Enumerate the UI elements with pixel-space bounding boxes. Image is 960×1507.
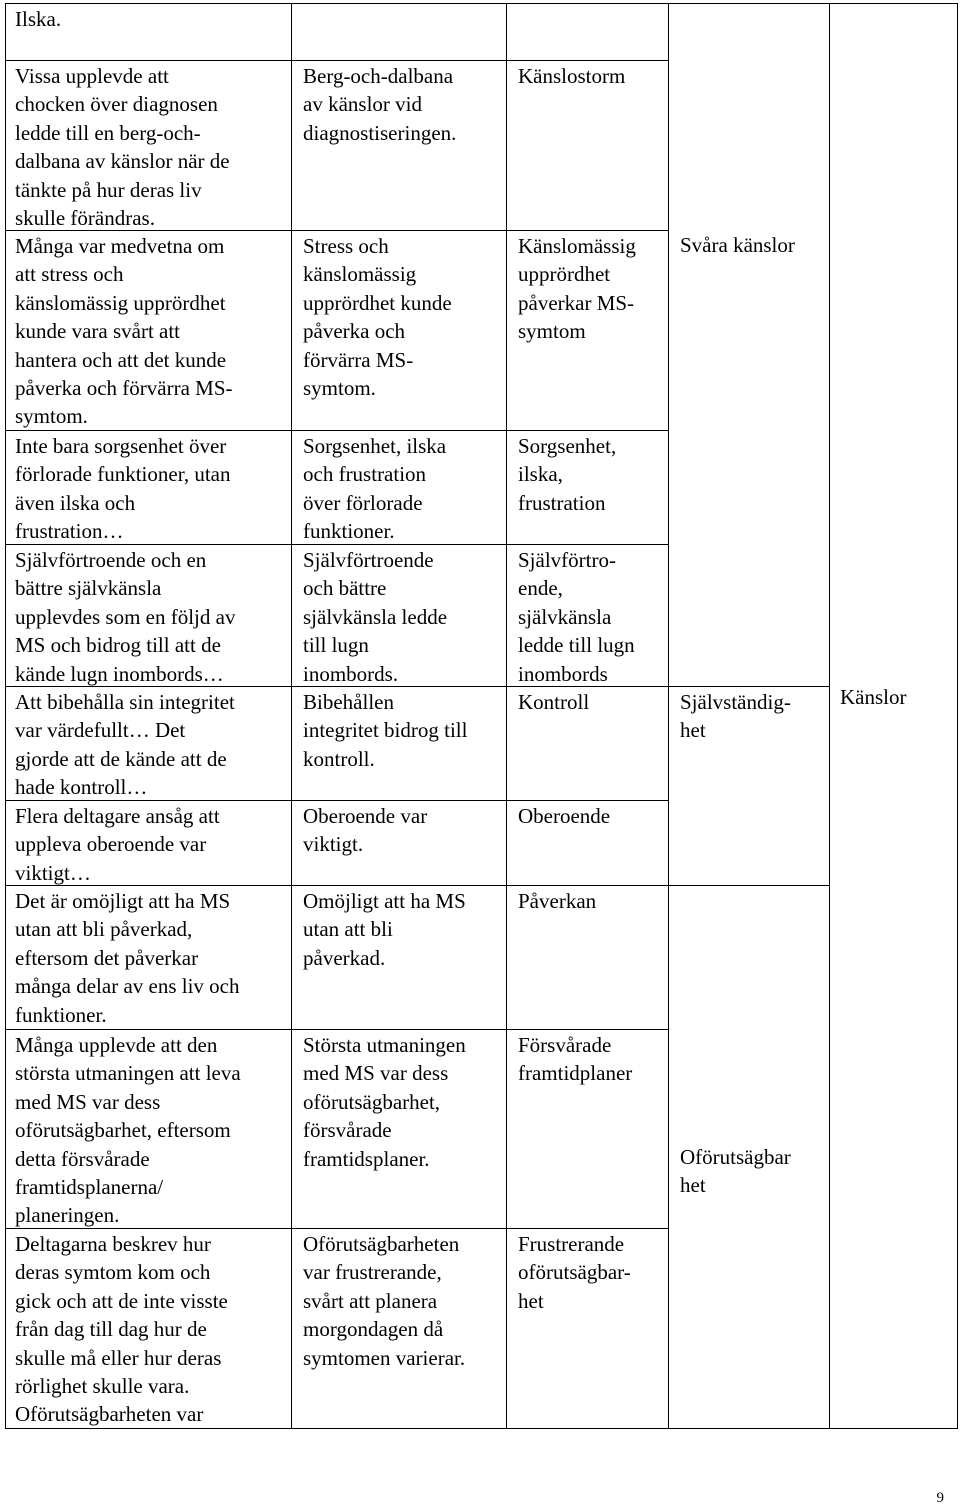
- meaning-unit-cell: Många upplevde att den största utmaningen att leva med MS var dess oförutsägbarhet, eftersom detta försvårade framtidsplanerna/ planeringen.: [15, 1033, 241, 1228]
- meaning-unit-cell: Flera deltagare ansåg att uppleva oberoende var viktigt…: [15, 804, 220, 885]
- condensed-unit-cell: Oberoende var viktigt.: [303, 804, 428, 857]
- category-cell: Känslor: [840, 685, 907, 709]
- heading-cell-ilska: Ilska.: [15, 7, 62, 31]
- meaning-unit-cell: Det är omöjligt att ha MS utan att bli påverkad, eftersom det påverkar många delar av ens liv och funktioner.: [15, 889, 240, 1027]
- subcategory-cell: Oförutsägbar het: [680, 1145, 791, 1198]
- group-line: [668, 686, 829, 687]
- table-right-border: [957, 3, 958, 1429]
- meaning-unit-cell: Deltagarna beskrev hur deras symtom kom och gick och att de inte visste från dag till dag hur de skulle må eller hur deras rörlighet skulle vara. Oförutsägbarheten var: [15, 1232, 228, 1427]
- code-cell: Försvårade framtidplaner: [518, 1033, 633, 1086]
- subcategory-cell: Självständig- het: [680, 690, 791, 743]
- condensed-unit-cell: Största utmaningen med MS var dess oförutsägbarhet, försvårade framtidsplaner.: [303, 1033, 466, 1171]
- column-divider-3: [668, 3, 669, 1429]
- code-cell: Påverkan: [518, 889, 597, 913]
- table-top-border: [5, 3, 958, 4]
- group-line: [668, 885, 829, 886]
- condensed-unit-cell: Stress och känslomässig upprördhet kunde påverka och förvärra MS- symtom.: [303, 234, 452, 401]
- code-cell: Känslomässig upprördhet påverkar MS- symtom: [518, 234, 636, 344]
- code-cell: Kontroll: [518, 690, 590, 714]
- column-divider-2: [506, 3, 507, 1429]
- meaning-unit-cell: Många var medvetna om att stress och känslomässig upprördhet kunde vara svårt att hantera och att det kunde påverka och förvärra MS- symtom.: [15, 234, 233, 429]
- condensed-unit-cell: Självförtroende och bättre självkänsla ledde till lugn inombords.: [303, 548, 448, 686]
- meaning-unit-cell: Vissa upplevde att chocken över diagnosen ledde till en berg-och- dalbana av känslor när de tänkte på hur deras liv skulle förändras.: [15, 64, 230, 231]
- condensed-unit-cell: Omöjligt att ha MS utan att bli påverkad.: [303, 889, 466, 970]
- condensed-unit-cell: Oförutsägbarheten var frustrerande, svårt att planera morgondagen då symtomen varierar.: [303, 1232, 466, 1370]
- column-divider-1: [291, 3, 292, 1429]
- row-line: [5, 60, 668, 61]
- code-cell: Känslostorm: [518, 64, 626, 88]
- code-cell: Frustrerande oförutsägbar- het: [518, 1232, 631, 1313]
- meaning-unit-cell: Att bibehålla sin integritet var värdefullt… Det gjorde att de kände att de hade kontroll…: [15, 690, 235, 800]
- meaning-unit-cell: Självförtroende och en bättre självkänsla upplevdes som en följd av MS och bidrog till att de kände lugn inombords…: [15, 548, 236, 686]
- code-cell: Oberoende: [518, 804, 611, 828]
- subcategory-cell: Svåra känslor: [680, 233, 795, 257]
- table-left-border: [5, 3, 6, 1429]
- condensed-unit-cell: Sorgsenhet, ilska och frustration över förlorade funktioner.: [303, 434, 447, 544]
- condensed-unit-cell: Berg-och-dalbana av känslor vid diagnostiseringen.: [303, 64, 457, 145]
- condensed-unit-cell: Bibehållen integritet bidrog till kontroll.: [303, 690, 468, 771]
- column-divider-4: [829, 3, 830, 1429]
- meaning-unit-cell: Inte bara sorgsenhet över förlorade funktioner, utan även ilska och frustration…: [15, 434, 231, 544]
- row-line: [5, 1029, 668, 1030]
- page-number: 9: [936, 1490, 944, 1506]
- code-cell: Sorgsenhet, ilska, frustration: [518, 434, 617, 515]
- code-cell: Självförtro- ende, självkänsla ledde till lugn inombords: [518, 548, 635, 686]
